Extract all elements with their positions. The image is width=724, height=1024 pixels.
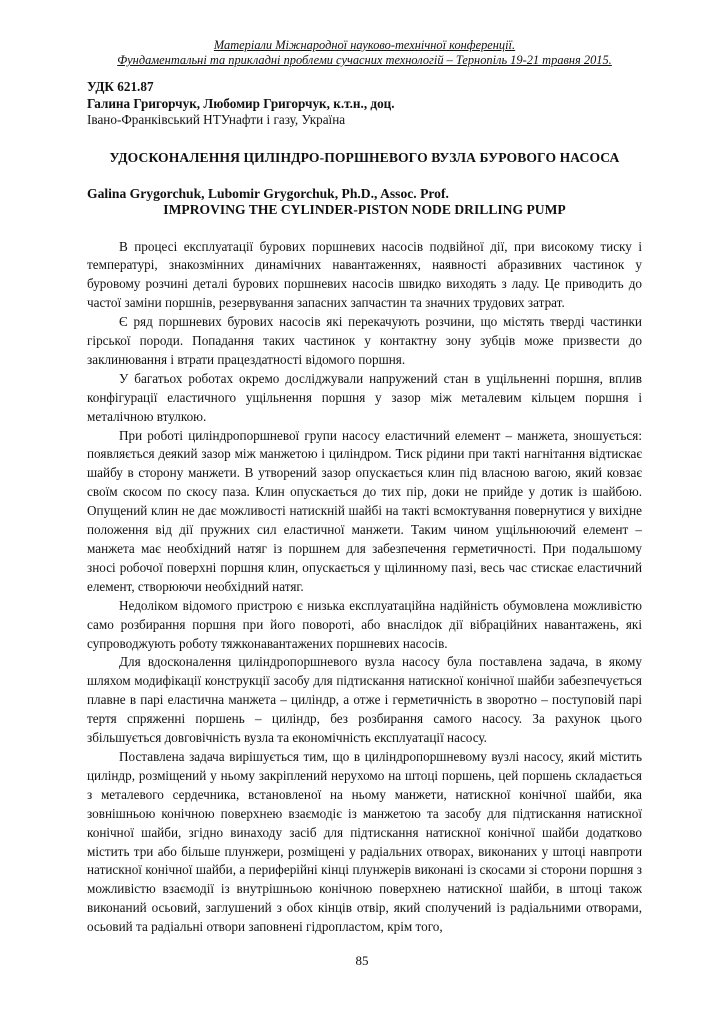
paragraph: Недоліком відомого пристрою є низька експлуатаційна надійність обумовлена можливістю само розбирання поршня при його повороті, або внаслідок дії вібраційних навантажень, які супроводжують роботу тяжконавантажених поршневих насосів. — [87, 597, 642, 651]
title-uk: УДОСКОНАЛЕННЯ ЦИЛІНДРО-ПОРШНЕВОГО ВУЗЛА БУРОВОГО НАСОСА — [109, 149, 620, 165]
conference-header-line-2: Фундаментальні та прикладні проблеми сучасних технологій – Тернопіль 19-21 травня 2015. — [117, 53, 612, 67]
paragraph: У багатьох роботах окремо досліджували напружений стан в ущільненні поршня, вплив конфігурації еластичного ущільнення поршня у зазор між металевим кільцем поршня і металічною втулкою. — [87, 370, 642, 424]
paragraph: Поставлена задача вирішується тим, що в циліндропоршневому вузлі насосу, який містить циліндр, розміщений у ньому закріплений нерухомо на штоці поршень, цей поршень складається з металевого сердечника, встановленої на ньому манжети, натискної конічної шайби, яка зовнішньою конічною поверхнею взаємодіє із манжетою та засобу для підтискання натискної конічної шайби, згідно винаходу засіб для підтискання натискної конічної шайби додатково містить три або більше плунжери, розміщені у радіальних отворах, виконаних у штоці навпроти натискної конічної шайби, а периферійні кінці плунжерів виконані із скосами зі сторони поршня з можливістю взаємодії із внутрішньою конічною поверхнею натискної шайби, в штоці також виконаний осьовий, заглушений з обох кінців отвір, який сполучений із радіальними отворами, осьовий та радіальні отвори заповнені гідропластом, крім того, — [87, 748, 642, 935]
paragraph: В процесі експлуатації бурових поршневих насосів подвійної дії, при високому тиску і температурі, знакозмінних динамічних навантаженнях, наявності абразивних частинок у буровому розчині деталі бурових поршневих насосів швидко виходять з ладу. Це приводить до частої заміни поршнів, резервування запасних запчастин та значних трудових затрат. — [87, 238, 642, 311]
conference-header — [87, 38, 642, 68]
page-number: 85 — [355, 953, 369, 968]
title-en: IMPROVING THE CYLINDER-PISTON NODE DRILLING PUMP — [163, 201, 566, 217]
article-meta — [87, 79, 642, 129]
paragraph: Є ряд поршневих бурових насосів які перекачують розчини, що містять тверді частинки гірської породи. Попадання таких частинок у контактну зону зубців може призвести до заклинювання і втрати працездатності відомого поршня. — [87, 314, 642, 367]
conference-header-line-1: Матеріали Міжнародної науково-технічної конференції. — [213, 38, 516, 52]
paper-page — [87, 38, 642, 937]
affiliation: Івано-Франківський НТУнафти і газу, Україна — [87, 112, 346, 127]
paragraph: Для вдосконалення циліндропоршневого вузла насосу була поставлена задача, в якому шляхом модифікації конструкції засобу для підтискання натискної конічної шайби забезпечується плавне в парі еластична манжета – циліндр, а отже і герметичність в зворотно – поступовій парі тертя спряженні поршень – циліндр, без розбирання самого насосу. За рахунок цього збільшується довговічність вузла та економічність експлуатації насосу. — [87, 654, 642, 746]
authors-uk: Галина Григорчук, Любомир Григорчук, к.т.н., доц. — [87, 95, 395, 111]
paragraph: При роботі циліндропоршневої групи насосу еластичний елемент – манжета, зношується: появляється деякий зазор між манжетою і циліндром. Тиск рідини при такті нагнітання відтискає шайбу в сторону манжети. В утворений зазор опускається клин під власною вагою, який ковзає своїм скосом по скосу паза. Клин опускається до тих пір, доки не прийде у дотик із шайбою. Опущений клин не дає можливості натискній шайбі на такті всмоктування повернутися у вихідне положення від дії пружних сил еластичної манжети. Таким чином ущільнюючий елемент – манжета має необхідний натяг із поршнем для забезпечення герметичності. При подальшому зносі робочої поверхні поршня клин, опускається у щілинному пазі, весь час стискає еластичний елемент, створюючи необхідний натяг. — [87, 427, 642, 594]
article-body — [87, 238, 642, 938]
authors-en: Galina Grygorchuk, Lubomir Grygorchuk, Ph.D., Assoc. Prof. — [87, 185, 449, 201]
udc-code: УДК 621.87 — [87, 79, 154, 94]
